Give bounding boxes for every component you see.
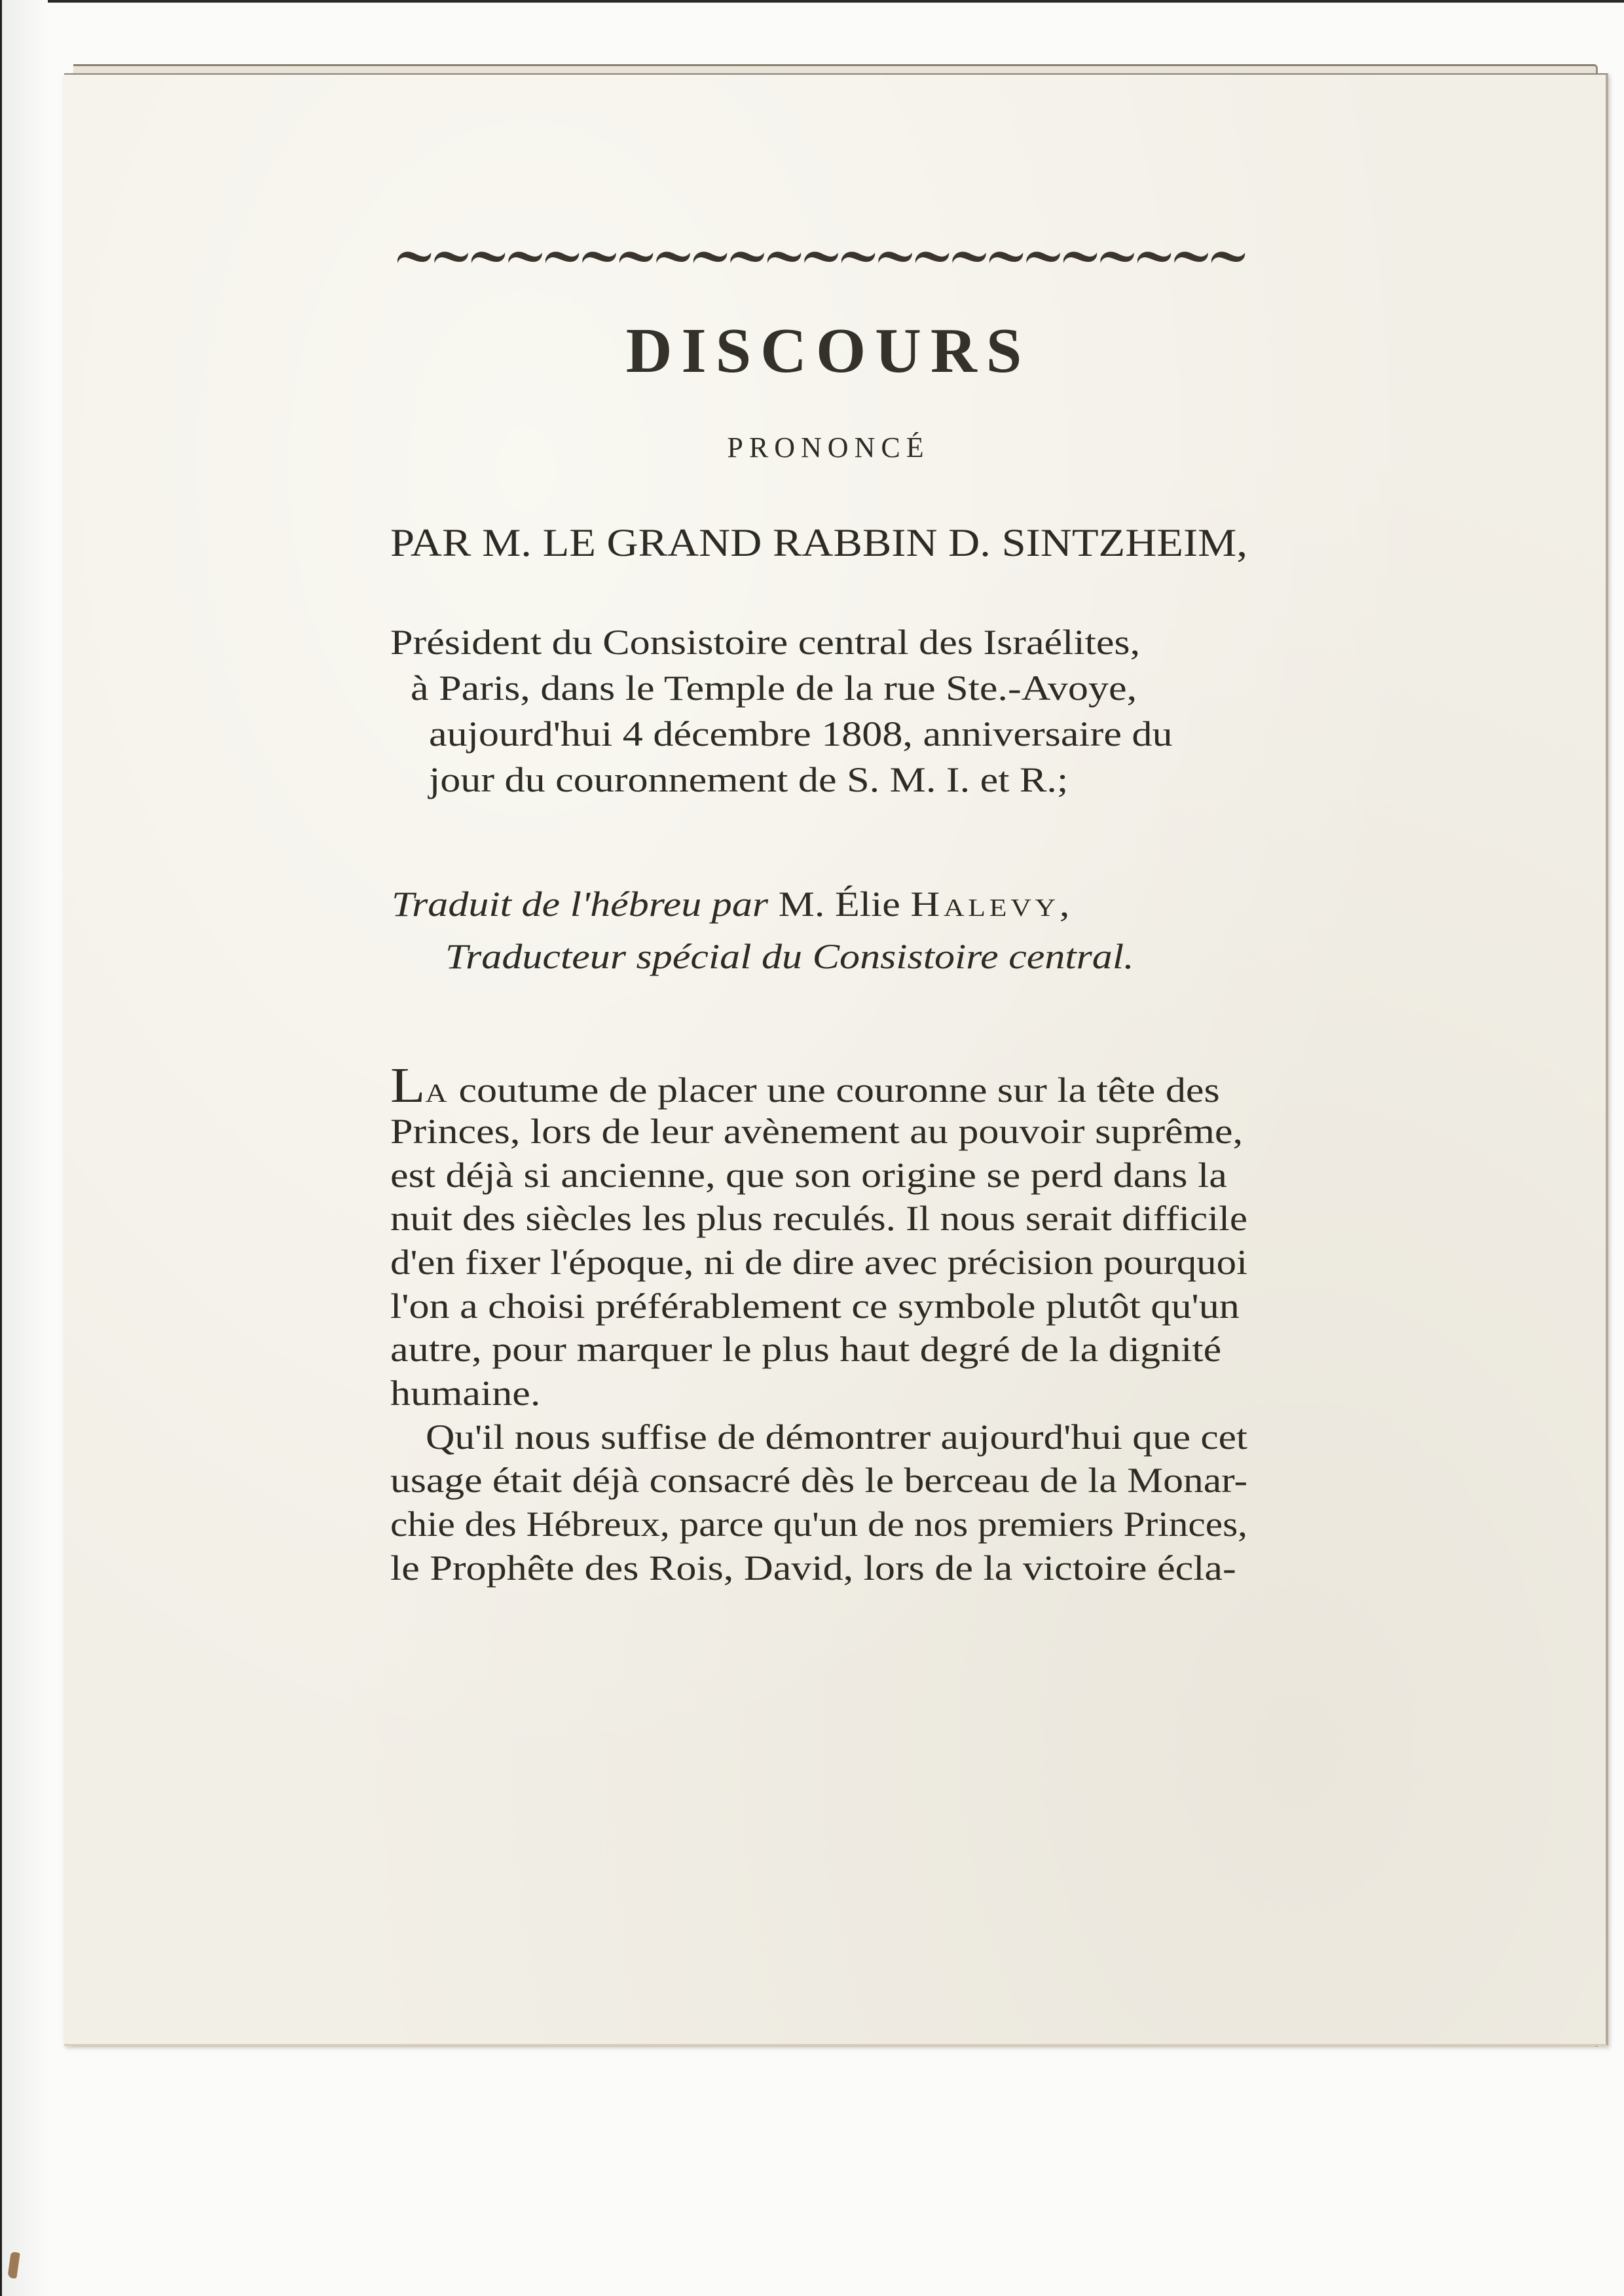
drop-cap: L — [390, 1058, 426, 1113]
wave-ornament-piece — [879, 251, 912, 263]
context-line: jour du couronnement de S. M. I. et R.; — [429, 760, 1069, 799]
translated-from-text: Traduit de l'hébreu par — [392, 884, 769, 924]
wave-ornament-piece — [731, 251, 764, 263]
context-line: aujourd'hui 4 décembre 1808, anniversaire du — [429, 714, 1173, 754]
wave-ornament-piece — [915, 251, 949, 263]
body-line: Qu'il nous suffise de démontrer aujourd'hui que cet — [426, 1417, 1247, 1457]
wave-ornament-piece — [657, 251, 690, 263]
wave-ornament-piece — [397, 251, 431, 263]
scanner-edge-top — [0, 0, 1624, 3]
translator-name-prefix: M. Élie — [778, 884, 900, 924]
translator-comma: , — [1059, 884, 1070, 924]
body-line: d'en fixer l'époque, ni de dire avec précision pourquoi — [390, 1243, 1247, 1282]
wave-ornament-piece — [1101, 251, 1134, 263]
body-line: humaine. — [390, 1374, 541, 1413]
translator-line — [392, 883, 1069, 926]
body-line — [390, 1058, 1220, 1115]
wave-ornament-piece — [583, 251, 616, 263]
wave-ornament-piece — [1137, 251, 1171, 263]
wave-ornament-piece — [767, 251, 801, 263]
body-line: chie des Hébreux, parce qu'un de nos premiers Princes, — [390, 1504, 1247, 1544]
body-line: est déjà si ancienne, que son origine se perd dans la — [390, 1156, 1227, 1195]
body-line: autre, pour marquer le plus haut degré de la dignité — [390, 1330, 1222, 1369]
translator-surname: Halevy — [910, 884, 1060, 924]
body-line: nuit des siècles les plus reculés. Il nous serait difficile — [390, 1199, 1247, 1238]
drop-cap-tail: A — [425, 1078, 449, 1108]
body-line: usage était déjà consacré dès le berceau de la Monar- — [390, 1461, 1247, 1500]
document-title: DISCOURS — [625, 316, 1031, 386]
translator-title: Traducteur spécial du Consistoire central. — [445, 937, 1134, 976]
wave-ornament-piece — [953, 251, 986, 263]
wave-ornament-piece — [1175, 251, 1208, 263]
wave-ornament-piece — [435, 251, 468, 263]
wave-ornament-piece — [1063, 251, 1097, 263]
wave-ornament-piece — [545, 251, 579, 263]
wave-ornament-piece — [471, 251, 505, 263]
context-line: à Paris, dans le Temple de la rue Ste.-Avoye, — [411, 668, 1137, 708]
wave-ornament-piece — [509, 251, 542, 263]
document-subtitle: PRONONCÉ — [727, 431, 930, 464]
body-line: le Prophête des Rois, David, lors de la victoire écla- — [390, 1548, 1236, 1588]
wave-ornament-piece — [1211, 251, 1245, 263]
context-line: Président du Consistoire central des Israélites, — [390, 623, 1141, 662]
body-line: Princes, lors de leur avènement au pouvoir suprême, — [390, 1112, 1243, 1151]
wave-ornament-piece — [1027, 251, 1060, 263]
body-line-text: coutume de placer une couronne sur la tête des — [448, 1070, 1220, 1110]
body-line: l'on a choisi préférablement ce symbole plutôt qu'un — [390, 1286, 1240, 1326]
wave-ornament-rule — [396, 244, 1247, 270]
wave-ornament-piece — [693, 251, 727, 263]
wave-ornament-piece — [989, 251, 1023, 263]
author-byline: PAR M. LE GRAND RABBIN D. SINTZHEIM, — [390, 521, 1247, 564]
wave-ornament-piece — [805, 251, 838, 263]
wave-ornament-piece — [841, 251, 875, 263]
wave-ornament-piece — [619, 251, 653, 263]
